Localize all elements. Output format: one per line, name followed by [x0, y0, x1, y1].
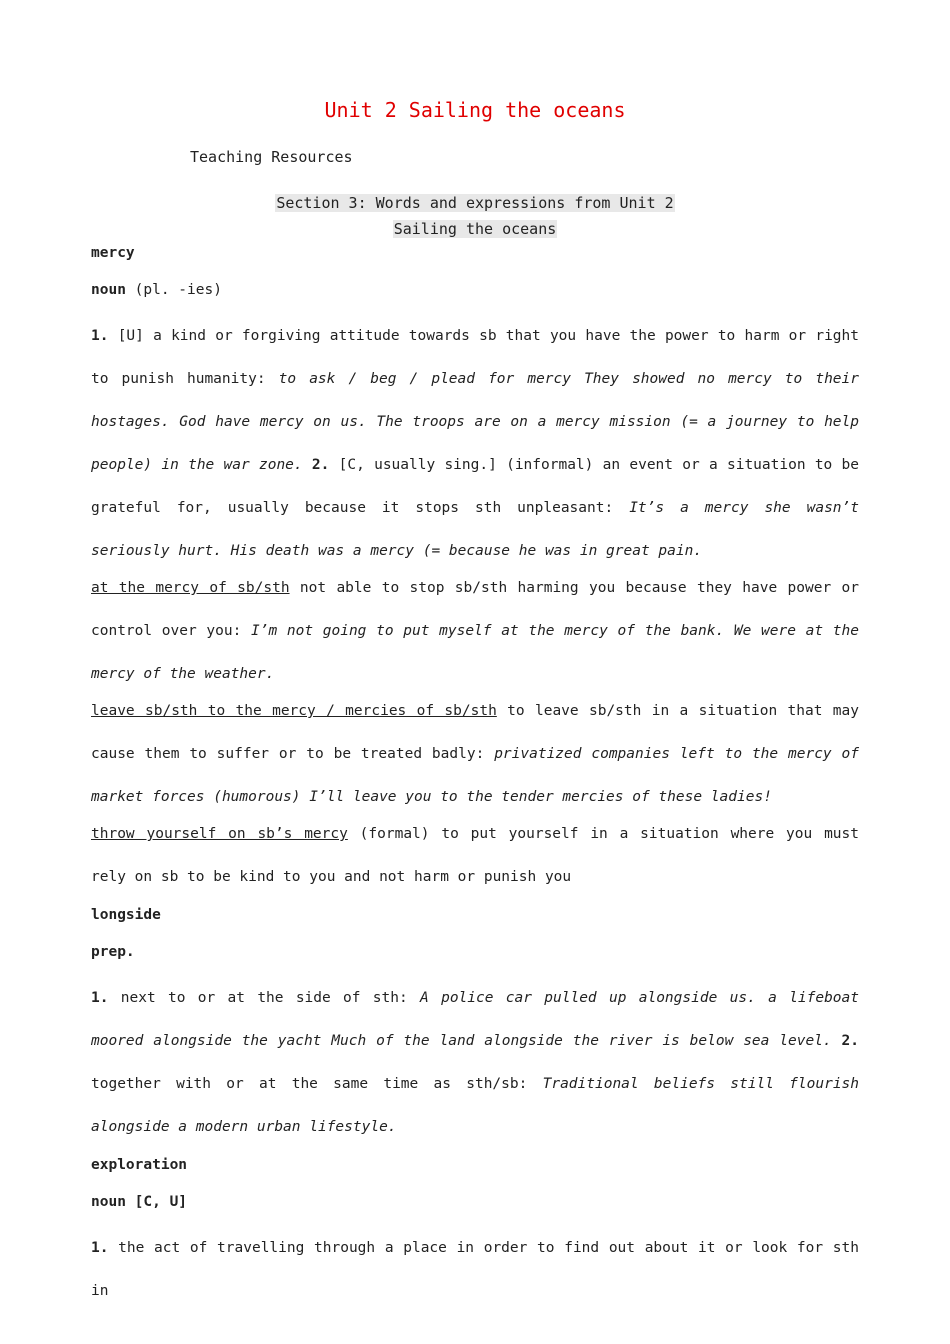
section-heading-line1: Section 3: Words and expressions from Unit 2	[276, 194, 674, 212]
section-heading-line2: Sailing the oceans	[393, 220, 557, 238]
dictionary-body	[91, 241, 859, 1317]
exploration-senses	[91, 1227, 859, 1313]
idiom-definition: (formal) to put yourself in a situation where you must rely on sb to be kind to you and not harm or punish you	[91, 826, 859, 885]
sense-definition: next to or at the side of sth:	[108, 990, 421, 1006]
longside-senses	[91, 977, 859, 1149]
sense-number: 1.	[91, 1240, 109, 1256]
sense-definition: the act of travelling through a place in order to find out about it or look for sth in	[91, 1240, 859, 1299]
pos-longside: prep.	[91, 944, 135, 960]
sense-examples: A police car pulled up alongside us. a lifeboat moored alongside the yacht Much of the land alongside the river is below sea level.	[91, 990, 859, 1049]
sense-number: 1.	[91, 990, 109, 1006]
sense-number: 2.	[831, 1033, 859, 1049]
idiom-phrase: at the mercy of sb/sth	[91, 580, 290, 596]
mercy-senses	[91, 315, 859, 573]
sense-number: 1.	[91, 328, 109, 344]
pos-exploration: noun [C, U]	[91, 1194, 188, 1210]
pos-mercy: noun (pl. -ies)	[91, 282, 222, 298]
idiom-phrase: leave sb/sth to the mercy / mercies of sb/sth	[91, 703, 497, 719]
sense-number: 2.	[302, 457, 330, 473]
headword-exploration: exploration	[91, 1157, 188, 1173]
idiom-definition: to leave sb/sth in a situation that may cause them to suffer or to be treated badly:	[91, 703, 859, 762]
headword-longside: longside	[91, 907, 161, 923]
idiom-examples: privatized companies left to the mercy of market forces (humorous) I’ll leave you to the tender mercies of these ladies!	[91, 746, 860, 805]
idiom-leave-to-mercy	[91, 690, 859, 819]
idiom-phrase: throw yourself on sb’s mercy	[91, 826, 348, 842]
headword-mercy: mercy	[91, 245, 135, 261]
idiom-throw-yourself	[91, 813, 859, 899]
sense-definition: [U] a kind or forgiving attitude towards sb that you have the power to harm or right to punish humanity:	[91, 328, 859, 387]
sense-examples: to ask / beg / plead for mercy They showed no mercy to their hostages. God have mercy on us. The troops are on a mercy mission (= a journey to help people) in the war zone.	[91, 371, 859, 473]
section-heading	[91, 190, 859, 242]
page-title: Unit 2 Sailing the oceans	[324, 98, 626, 122]
idiom-at-the-mercy	[91, 567, 859, 696]
teaching-resources-label: Teaching Resources	[190, 148, 353, 166]
sense-examples: It’s a mercy she wasn’t seriously hurt. His death was a mercy (= because he was in great pain.	[91, 500, 859, 559]
idiom-examples: I’m not going to put myself at the mercy of the bank. We were at the mercy of the weather.	[91, 623, 859, 682]
pos-note: (pl. -ies)	[125, 282, 222, 298]
sense-definition: together with or at the same time as sth/sb:	[91, 1076, 543, 1092]
sense-definition: [C, usually sing.] (informal) an event or a situation to be grateful for, usually because it stops sth unpleasant:	[91, 457, 859, 516]
sense-examples: Traditional beliefs still flourish alongside a modern urban lifestyle.	[91, 1076, 860, 1135]
idiom-definition: not able to stop sb/sth harming you because they have power or control over you:	[91, 580, 859, 639]
